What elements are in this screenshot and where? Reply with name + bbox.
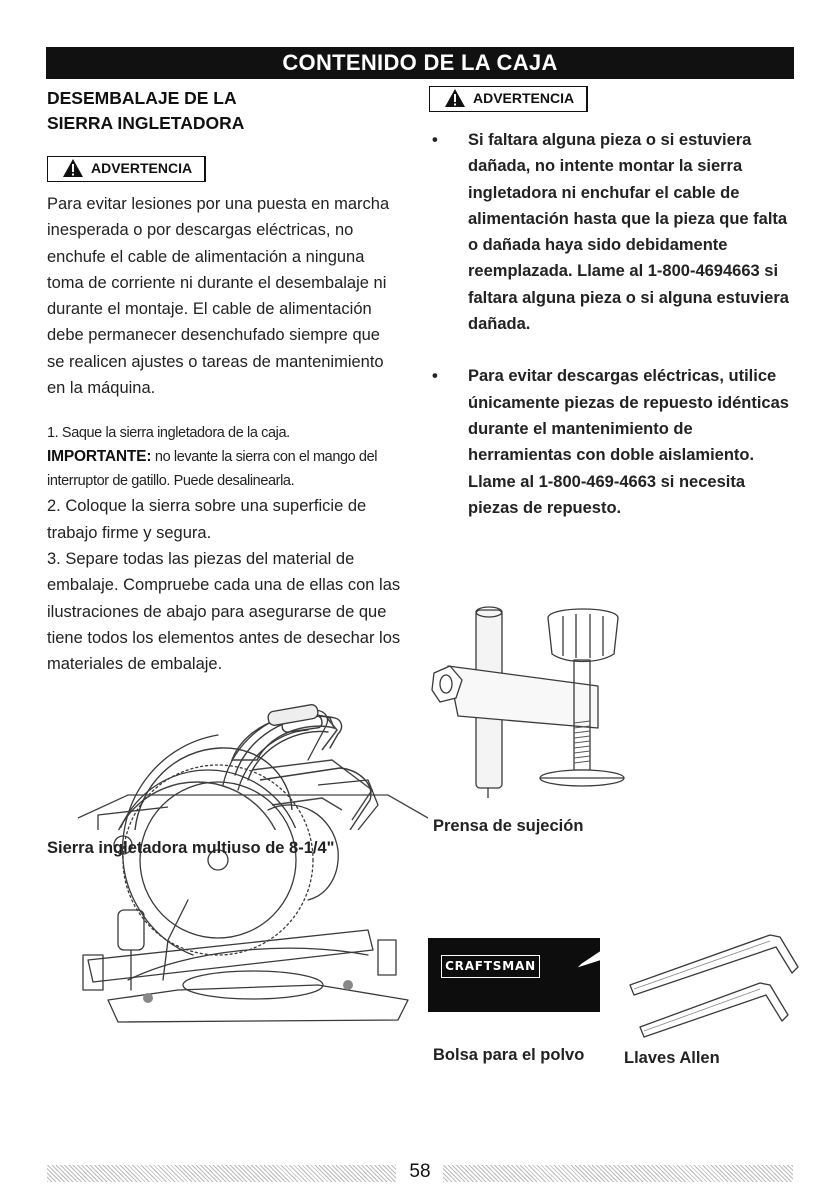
warning-triangle-icon bbox=[444, 88, 466, 108]
warning-box-left-wrap bbox=[47, 156, 419, 183]
step-3: 3. Separe todas las piezas del material de embalaje. Compruebe cada una de ellas con las ilustraciones de abajo para asegurarse de que tiene todos los elementos antes de desechar los materiales de embalaje. bbox=[47, 549, 401, 674]
dust-bag-brand bbox=[441, 955, 540, 978]
important-text: no levante la sierra con el mango del interruptor de gatillo. Puede desalinearla. bbox=[47, 449, 378, 490]
step-2: 2. Coloque la sierra sobre una superficie de trabajo firme y segura. bbox=[47, 497, 367, 542]
miter-saw-large bbox=[68, 700, 440, 1025]
allen-keys-caption: Llaves Allen bbox=[624, 1049, 720, 1067]
warning-box-left bbox=[47, 156, 206, 182]
step-1: 1. Saque la sierra ingletadora de la caja. bbox=[47, 425, 290, 442]
warning-triangle-icon bbox=[62, 158, 84, 178]
warning-bullets bbox=[428, 127, 800, 521]
bullet-text: Para evitar descargas eléctricas, utilice únicamente piezas de repuesto idénticas durante el mantenimiento de herramientas con doble aislamiento. Llame al 1-800-469-4663 si necesita piezas de repuesto. bbox=[468, 367, 789, 517]
allen-keys-illustration bbox=[620, 925, 800, 1040]
dust-bag-brand-text: CRAFTSMAN bbox=[445, 959, 536, 973]
warning-text: Para evitar lesiones por una puesta en marcha inesperada o por descargas eléctricas, no enchufe el cable de alimentación a ninguna toma de corriente ni durante el desembalaje ni durante el montaje. El cable de alimentación debe permanecer desenchufado siempre que se realicen ajustes o tareas de mantenimiento en la máquina. bbox=[47, 195, 390, 398]
important-label: IMPORTANTE: bbox=[47, 448, 152, 466]
steps bbox=[47, 421, 419, 677]
warning-box-right bbox=[429, 86, 588, 112]
warning-label: ADVERTENCIA bbox=[91, 160, 193, 176]
warning-bullet-1 bbox=[428, 127, 798, 337]
right-column bbox=[428, 86, 800, 521]
left-column bbox=[47, 86, 419, 677]
clamp-caption: Prensa de sujeción bbox=[433, 817, 584, 835]
section-banner: CONTENIDO DE LA CAJA bbox=[46, 47, 794, 79]
section-title-line1: DESEMBALAJE DE LA bbox=[47, 88, 237, 108]
dust-bag-caption: Bolsa para el polvo bbox=[433, 1046, 585, 1064]
bullet-text: Si faltara alguna pieza o si estuviera dañada, no intente montar la sierra ingletadora ni enchufar el cable de alimentación hasta que la pieza que falta o dañada haya sido debidamente reemplazada. Llame al 1-800-4694663 si faltara alguna pieza o si alguna estuviera dañada. bbox=[468, 131, 789, 334]
bullet-dot: • bbox=[432, 367, 438, 386]
saw-caption: Sierra ingletadora multiuso de 8-1/4" bbox=[47, 839, 335, 857]
page-number: 58 bbox=[409, 1161, 431, 1182]
hold-down-clamp-illustration bbox=[428, 598, 628, 808]
bullet-dot: • bbox=[432, 131, 438, 149]
footer-rule-left bbox=[47, 1165, 396, 1182]
warning-bullet-2 bbox=[428, 363, 798, 521]
footer-rule-right bbox=[443, 1165, 793, 1182]
warning-label: ADVERTENCIA bbox=[473, 90, 575, 106]
section-title-line2: SIERRA INGLETADORA bbox=[47, 113, 245, 133]
important-note bbox=[47, 445, 407, 493]
